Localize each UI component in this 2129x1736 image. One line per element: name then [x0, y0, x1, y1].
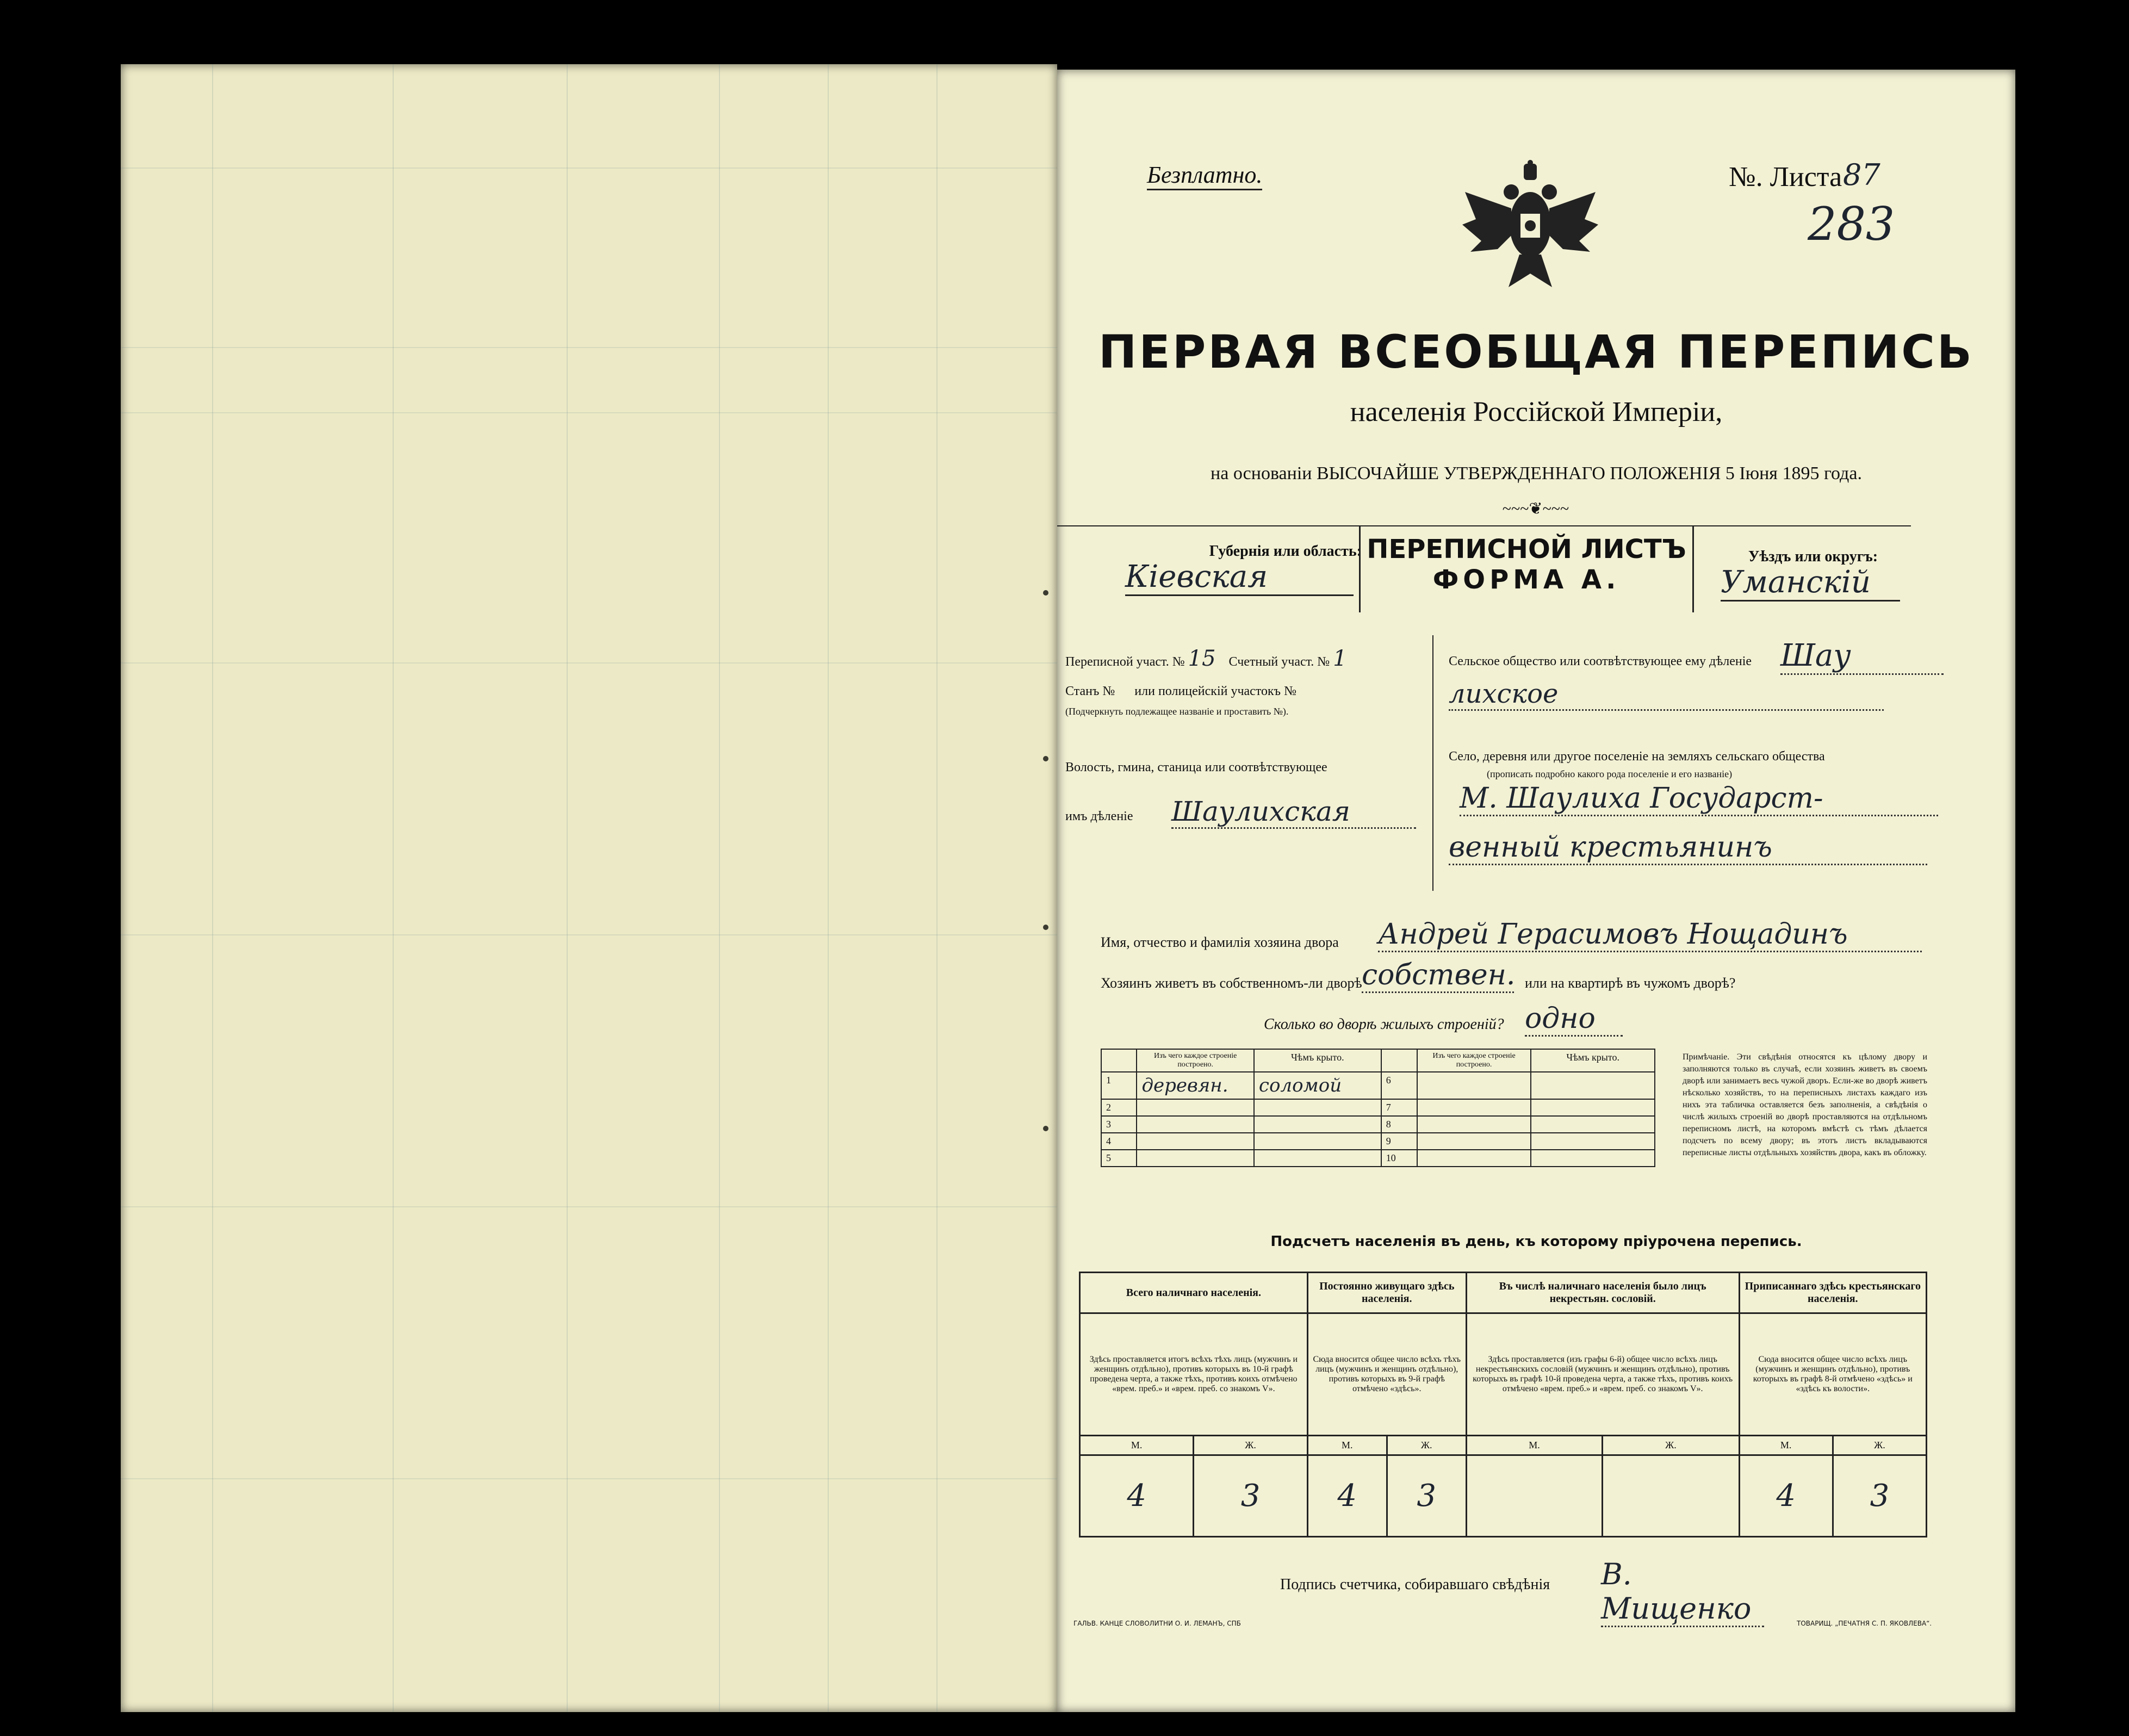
roof-cell: [1254, 1150, 1381, 1167]
grid-line: [121, 168, 1057, 169]
census-district-row: [1065, 646, 1419, 671]
table-row: [1101, 1072, 1655, 1099]
buildings-count-label: Сколько во дворѣ жилыхъ строеній?: [1264, 1016, 1504, 1033]
male-header: М.: [1739, 1436, 1833, 1455]
archive-stamp-number: 283: [1808, 197, 1895, 251]
uezd-label: Уѣздъ или округъ:: [1748, 548, 1878, 565]
village-value-1: М. Шаулиха Государст-: [1460, 782, 1938, 816]
grid-line: [121, 1206, 1057, 1207]
roof-header: Чѣмъ крыто.: [1254, 1049, 1381, 1072]
grid-line: [121, 1478, 1057, 1479]
village-note: (прописать подробно какого рода поселеніе и его названіе): [1487, 768, 1733, 779]
owner-lives-value: собствен.: [1362, 959, 1514, 993]
owner-name-label: Имя, отчество и фамилія хозяина двора: [1101, 934, 1339, 950]
owner-name-value: Андрей Герасимовъ Нощадинъ: [1378, 918, 1922, 952]
grid-line: [212, 64, 213, 1712]
row-number: 6: [1381, 1072, 1417, 1099]
buildings-count-value: одно: [1525, 1002, 1623, 1037]
census-form-page: [1057, 70, 2015, 1712]
printer-left: ГАЛЬВ. КАНЦЕ СЛОВОЛИТНИ О. И. ЛЕМАНЪ, СПБ: [1073, 1620, 1241, 1627]
imperial-eagle-emblem: [1460, 159, 1601, 295]
census-district-label: Переписной участ. №: [1065, 655, 1185, 669]
roof-header: Чѣмъ крыто.: [1531, 1049, 1655, 1072]
grid-line: [121, 347, 1057, 348]
volost-label-2: имъ дѣленіе: [1065, 809, 1133, 823]
material-header: Изъ чего каждое строеніе построено.: [1417, 1049, 1531, 1072]
grid-line: [828, 64, 829, 1712]
row-number: 9: [1381, 1133, 1417, 1150]
buildings-table-grid: [1101, 1049, 1655, 1167]
grid-line: [936, 64, 938, 1712]
counting-district-label: Счетный участ. №: [1228, 655, 1330, 669]
material-cell: [1417, 1099, 1531, 1116]
table-row: [1101, 1099, 1655, 1116]
population-col-desc: Здѣсь проставляется (изъ графы 6-й) общее число всѣхъ лицъ некрестьянскихъ сословій (мужчинъ и женщинъ отдѣльно), противъ которыхъ въ графѣ 10-й проведена черта, а также тѣхъ, противъ коихъ отмѣчено «врем. преб.» и «врем. преб. со знакомъ V».: [1466, 1313, 1739, 1436]
population-col-title: Въ числѣ наличнаго населенія было лицъ некрестьян. сословій.: [1466, 1273, 1739, 1313]
female-header: Ж.: [1603, 1436, 1739, 1455]
note-text: Примѣчаніе. Эти свѣдѣнія относятся къ цѣлому двору и заполняются только въ случаѣ, если хозяинъ живетъ въ своемъ дворѣ или занимаетъ весь чужой дворъ. Если-же во дворѣ живетъ нѣсколько хозяйствъ, то на переписныхъ листахъ каждаго изъ нихъ эта табличка оставляется безъ заполненія, а свѣдѣнія о числѣ жилыхъ строеній во дворѣ проставляются на отдѣльномъ переписномъ листѣ, на которомъ вмѣстѣ съ тѣмъ дѣлается подсчетъ по всему двору; въ этотъ листъ вкладываются переписные листы отдѣльныхъ хозяйствъ двора, какъ въ обложку.: [1683, 1052, 1927, 1157]
stan-label: Станъ №: [1065, 684, 1115, 698]
female-count: 3: [1833, 1455, 1926, 1537]
female-count: 3: [1194, 1455, 1307, 1537]
roof-cell: [1531, 1116, 1655, 1133]
free-label: Безплатно.: [1147, 161, 1262, 190]
main-title: ПЕРВАЯ ВСЕОБЩАЯ ПЕРЕПИСЬ: [1098, 325, 1974, 379]
population-table: [1079, 1272, 1927, 1537]
signature-value: В. Мищенко: [1601, 1557, 1764, 1627]
male-header: М.: [1080, 1436, 1194, 1455]
grid-line: [121, 662, 1057, 664]
male-count: 4: [1307, 1455, 1387, 1537]
volost-value: Шаулихская: [1171, 796, 1416, 829]
sheet-number-value: 87: [1843, 158, 1880, 192]
form-title-box: [1359, 525, 1694, 612]
female-header: Ж.: [1194, 1436, 1307, 1455]
basis-line: на основаніи ВЫСОЧАЙШЕ УТВЕРЖДЕННАГО ПОЛОЖЕНІЯ 5 Іюня 1895 года.: [1211, 463, 1862, 483]
binding-hole: [1043, 590, 1048, 596]
male-header: М.: [1466, 1436, 1602, 1455]
material-cell: [1137, 1133, 1253, 1150]
uezd-value: Уманскій: [1721, 565, 1900, 602]
population-col-desc: Сюда вносится общее число всѣхъ лицъ (мужчинъ и женщинъ отдѣльно), противъ которыхъ въ графѣ 8-й отмѣчено «здѣсь» и «здѣсь къ волости».: [1739, 1313, 1926, 1436]
society-label: Сельское общество или соотвѣтствующее ему дѣленіе: [1449, 654, 1752, 668]
roof-cell: [1254, 1099, 1381, 1116]
population-col-title: Всего наличнаго населенія.: [1080, 1273, 1308, 1313]
stan-row: [1065, 684, 1419, 699]
grid-line: [567, 64, 568, 1712]
material-cell: [1417, 1133, 1531, 1150]
material-header: Изъ чего каждое строеніе построено.: [1137, 1049, 1253, 1072]
row-number: 8: [1381, 1116, 1417, 1133]
divider: [1432, 635, 1433, 891]
binding-hole: [1043, 925, 1048, 930]
grid-line: [393, 64, 394, 1712]
male-count: 4: [1080, 1455, 1194, 1537]
grid-line: [121, 412, 1057, 413]
volost-label: Волость, гмина, станица или соотвѣтствующее: [1065, 760, 1327, 774]
population-col-desc: Здѣсь проставляется итогъ всѣхъ тѣхъ лицъ (мужчинъ и женщинъ отдѣльно), противъ которыхъ въ 10-й графѣ проведена черта, а также тѣхъ, противъ коихъ отмѣчено «врем. преб.» и «врем. преб. со знакомъ V».: [1080, 1313, 1308, 1436]
table-row: [1101, 1116, 1655, 1133]
society-value-1: Шау: [1780, 638, 1944, 675]
counting-district-value: 1: [1333, 646, 1347, 671]
roof-cell: [1531, 1099, 1655, 1116]
material-cell: деревян.: [1137, 1072, 1253, 1099]
printer-right: ТОВАРИЩ. „ПЕЧАТНЯ С. П. ЯКОВЛЕВА“.: [1797, 1620, 1932, 1627]
form-subtitle: ФОРМА А.: [1432, 565, 1621, 595]
guberniya-value: Кіевская: [1125, 559, 1354, 596]
male-header: М.: [1307, 1436, 1387, 1455]
buildings-table: [1101, 1049, 1655, 1195]
material-cell: [1137, 1150, 1253, 1167]
left-page: [121, 64, 1057, 1712]
roof-cell: [1531, 1150, 1655, 1167]
roof-cell: [1254, 1133, 1381, 1150]
binding-hole: [1043, 1126, 1048, 1131]
table-row: [1101, 1133, 1655, 1150]
signature-label: Подпись счетчика, собиравшаго свѣдѣнія: [1280, 1576, 1550, 1593]
police-label: или полицейскій участокъ №: [1134, 684, 1296, 698]
material-cell: [1137, 1116, 1253, 1133]
material-cell: [1137, 1099, 1253, 1116]
owner-lives-label-2: или на квартирѣ въ чужомъ дворѣ?: [1525, 975, 1736, 991]
male-count: 4: [1739, 1455, 1833, 1537]
roof-cell: [1531, 1072, 1655, 1099]
roof-cell: соломой: [1254, 1072, 1381, 1099]
population-heading: Подсчетъ населенія въ день, къ которому пріурочена перепись.: [1270, 1233, 1802, 1250]
row-number: 1: [1101, 1072, 1137, 1099]
village-label: Село, деревня или другое поселеніе на земляхъ сельскаго общества: [1449, 749, 1825, 764]
female-count: 3: [1387, 1455, 1466, 1537]
subtitle: населенія Россійской Имперіи,: [1350, 396, 1723, 427]
material-cell: [1417, 1072, 1531, 1099]
row-number: 10: [1381, 1150, 1417, 1167]
material-cell: [1417, 1116, 1531, 1133]
row-number: 4: [1101, 1133, 1137, 1150]
population-col-title: Приписаннаго здѣсь крестьянскаго населенія.: [1739, 1273, 1926, 1313]
guberniya-label: Губернія или область:: [1209, 543, 1362, 560]
row-number: 5: [1101, 1150, 1137, 1167]
sheet-number-label: №. Листа: [1729, 162, 1842, 193]
grid-line: [719, 64, 720, 1712]
underline-note: (Подчеркнуть подлежащее названіе и проставить №).: [1065, 706, 1289, 717]
population-col-desc: Сюда вносится общее число всѣхъ тѣхъ лицъ (мужчинъ и женщинъ отдѣльно), противъ которыхъ въ 9-й графѣ отмѣчено «здѣсь».: [1307, 1313, 1466, 1436]
female-header: Ж.: [1387, 1436, 1466, 1455]
society-value-2: лихское: [1449, 679, 1884, 711]
material-cell: [1417, 1150, 1531, 1167]
population-col-title: Постоянно живущаго здѣсь населенія.: [1307, 1273, 1466, 1313]
row-number: 3: [1101, 1116, 1137, 1133]
table-row: [1101, 1150, 1655, 1167]
roof-cell: [1254, 1116, 1381, 1133]
row-number: 2: [1101, 1099, 1137, 1116]
male-count: [1466, 1455, 1602, 1537]
grid-line: [121, 934, 1057, 935]
female-count: [1603, 1455, 1739, 1537]
village-value-2: венный крестьянинъ: [1449, 831, 1927, 865]
census-district-value: 15: [1188, 646, 1216, 671]
owner-lives-label: Хозяинъ живетъ въ собственномъ-ли дворѣ: [1101, 975, 1362, 991]
ornament-divider: ~~~❦~~~: [1502, 500, 1569, 518]
female-header: Ж.: [1833, 1436, 1926, 1455]
form-title: ПЕРЕПИСНОЙ ЛИСТЪ: [1367, 534, 1686, 565]
row-number: 7: [1381, 1099, 1417, 1116]
roof-cell: [1531, 1133, 1655, 1150]
binding-hole: [1043, 756, 1048, 761]
